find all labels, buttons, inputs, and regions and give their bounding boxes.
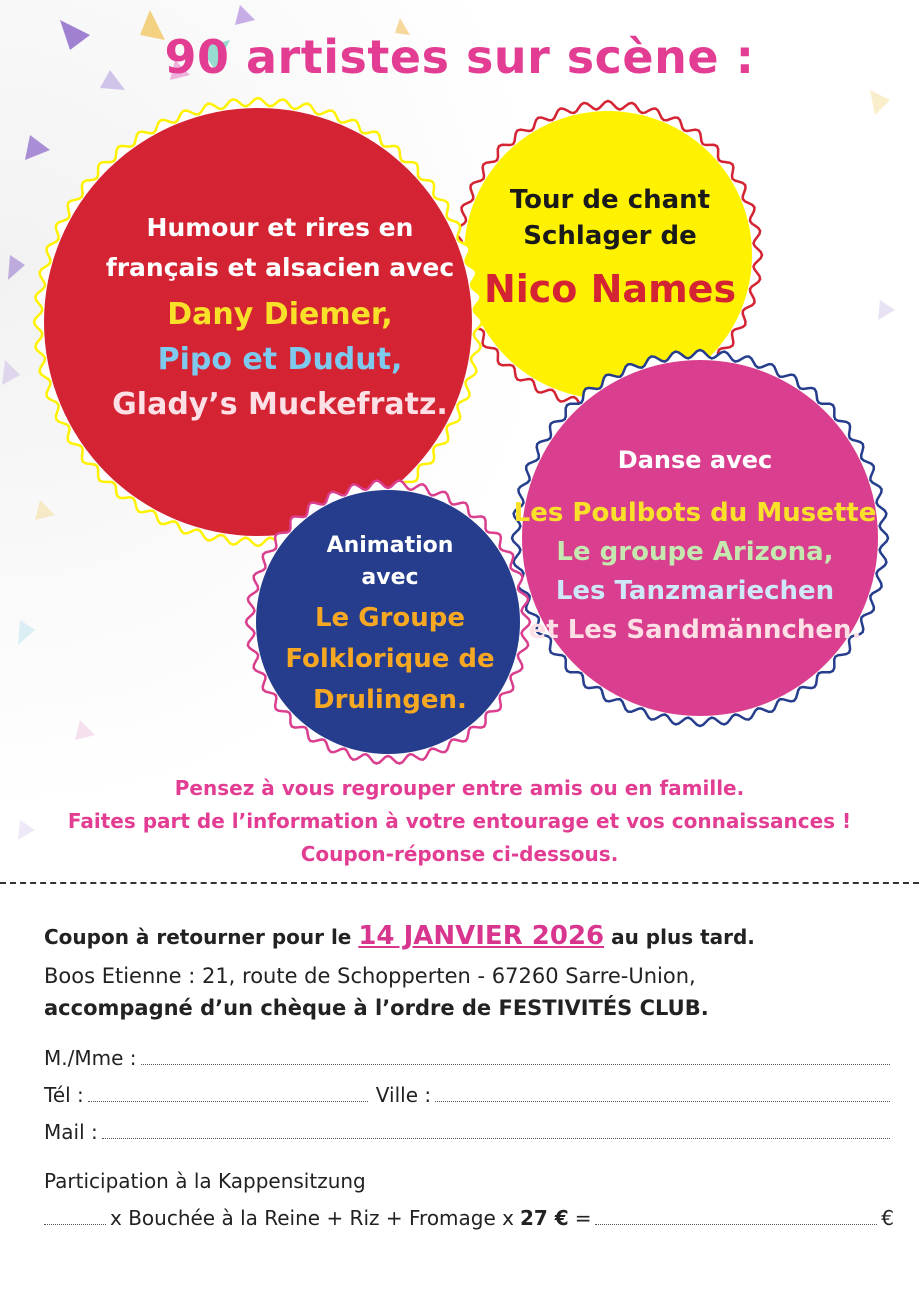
participation-label: Participation à la Kappensitzung [44,1169,366,1193]
deadline-date: 14 JANVIER 2026 [358,921,605,951]
artist-gladys-muckefratz: Glady’s Muckefratz. [112,387,448,422]
group-tanzmariechen: Les Tanzmariechen [555,576,835,606]
mail-label: Mail : [44,1120,98,1144]
group-sandmannchen: et Les Sandmännchen. [528,615,862,645]
info-line-3: Coupon-réponse ci-dessous. [300,842,619,866]
coupon-form [44,915,894,1237]
humour-intro-1: Humour et rires en [146,213,414,242]
animation-group-2: Folklorique de [285,644,495,674]
animation-intro-1: Animation [326,533,454,558]
ville-field[interactable] [435,1083,890,1102]
animation-intro-2: avec [361,565,419,590]
page-title: 90 artistes sur scène : [164,30,755,84]
cheque-prefix: accompagné d’un chèque à l’ordre de [44,996,499,1020]
info-line-1: Pensez à vous regrouper entre amis ou en famille. [174,776,745,800]
tel-field[interactable] [88,1083,368,1102]
animation-text [265,530,515,721]
chant-intro-1: Tour de chant [509,185,711,215]
equals-sign: = [574,1206,592,1230]
deadline-line [44,915,894,958]
deadline-prefix: Coupon à retourner pour le [44,925,352,949]
tel-label: Tél : [44,1083,84,1107]
menu-text: x Bouchée à la Reine + Riz + Fromage x [110,1206,514,1230]
price: 27 € [519,1206,569,1230]
order-line [44,1200,894,1237]
danse-text [510,440,880,650]
group-arizona: Le groupe Arizona, [556,537,834,567]
info-message [0,772,919,871]
mail-field[interactable] [102,1120,890,1139]
address-block [44,960,894,1024]
chant-intro-2: Schlager de [523,221,697,251]
humour-text [70,208,490,427]
cut-line [0,882,919,884]
artist-pipo-dudut: Pipo et Dudut, [157,342,403,377]
info-line-2: Faites part de l’information à votre entourage et vos connaissances ! [67,809,852,833]
humour-intro-2: français et alsacien avec [105,253,455,282]
animation-group-1: Le Groupe [314,603,466,633]
quantity-field[interactable] [44,1206,106,1225]
currency-symbol: € [881,1206,894,1230]
danse-intro: Danse avec [617,446,773,474]
group-poulbots: Les Poulbots du Musette [513,498,877,528]
artist-dany-diemer: Dany Diemer, [167,297,393,332]
cheque-payee: FESTIVITÉS CLUB. [498,996,709,1020]
total-field[interactable] [595,1206,877,1225]
deadline-suffix: au plus tard. [611,925,755,949]
name-label: M./Mme : [44,1046,137,1070]
form-fields [44,1046,894,1157]
chant-text [480,182,740,324]
headliner-nico-names: Nico Names [483,267,737,311]
name-field[interactable] [141,1046,891,1065]
animation-group-3: Drulingen. [313,685,467,715]
address-rest: 21, route de Schopperten - 67260 Sarre-Union, [201,964,696,988]
address-name: Boos Etienne : [44,964,202,988]
ville-label: Ville : [375,1083,432,1107]
